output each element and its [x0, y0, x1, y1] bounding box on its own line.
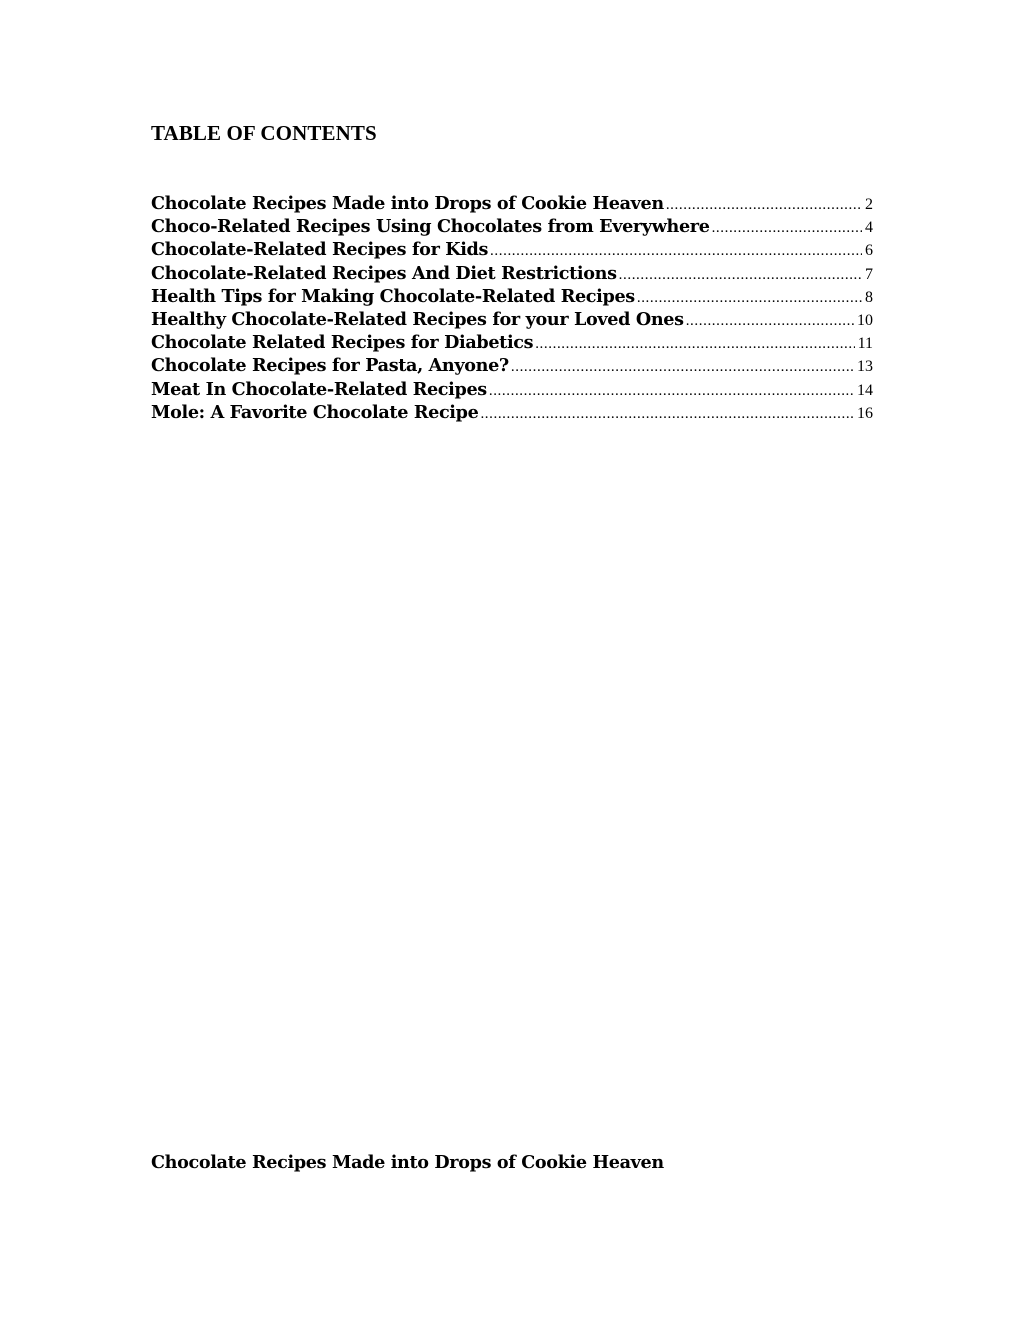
toc-entry-title: Health Tips for Making Chocolate-Related Recipes [151, 285, 635, 307]
toc-dot-leader [511, 356, 854, 379]
toc-entry-title: Healthy Chocolate-Related Recipes for your Loved Ones [151, 308, 684, 330]
toc-dot-leader [637, 287, 862, 310]
toc-entry[interactable] [151, 401, 873, 424]
toc-entry[interactable] [151, 192, 873, 215]
toc-entry-page: 16 [857, 404, 873, 422]
toc-dot-leader [712, 217, 862, 240]
toc-entry-title: Mole: A Favorite Chocolate Recipe [151, 401, 479, 423]
toc-dot-leader [490, 240, 862, 263]
toc-entry[interactable] [151, 262, 873, 285]
toc-entry-title: Meat In Chocolate-Related Recipes [151, 378, 487, 400]
toc-entry-page: 10 [857, 311, 873, 329]
toc-entry[interactable] [151, 285, 873, 308]
toc-entry-page: 11 [857, 335, 873, 353]
toc-entry[interactable] [151, 331, 873, 354]
toc-entry-title: Choco-Related Recipes Using Chocolates from Everywhere [151, 216, 710, 238]
toc-entry-page: 13 [857, 358, 873, 376]
toc-entry-page: 4 [865, 219, 873, 237]
section-heading: Chocolate Recipes Made into Drops of Cookie Heaven [151, 1152, 664, 1173]
toc-entry-page: 7 [865, 265, 873, 283]
toc-entry[interactable] [151, 308, 873, 331]
toc-dot-leader [535, 333, 854, 356]
toc-entry-title: Chocolate Related Recipes for Diabetics [151, 332, 534, 354]
toc-dot-leader [619, 264, 862, 287]
toc-dot-leader [686, 310, 854, 333]
toc-dot-leader [666, 194, 862, 217]
toc-entry-page: 6 [865, 242, 873, 260]
toc-heading: TABLE OF CONTENTS [151, 121, 377, 145]
toc-dot-leader [489, 380, 854, 403]
toc-entry-title: Chocolate-Related Recipes for Kids [151, 239, 489, 261]
toc-entry-title: Chocolate Recipes Made into Drops of Cookie Heaven [151, 193, 664, 214]
toc-entry[interactable] [151, 215, 873, 238]
toc-dot-leader [480, 403, 854, 426]
toc-entry-page: 2 [865, 196, 873, 213]
toc-entry-page: 8 [865, 288, 873, 306]
toc-entry-title: Chocolate Recipes for Pasta, Anyone? [151, 355, 509, 377]
toc-entry[interactable] [151, 378, 873, 401]
toc-entry[interactable] [151, 354, 873, 377]
toc-list [151, 192, 873, 424]
toc-entry-title: Chocolate-Related Recipes And Diet Restrictions [151, 262, 617, 284]
toc-entry[interactable] [151, 238, 873, 261]
toc-entry-page: 14 [857, 381, 873, 399]
